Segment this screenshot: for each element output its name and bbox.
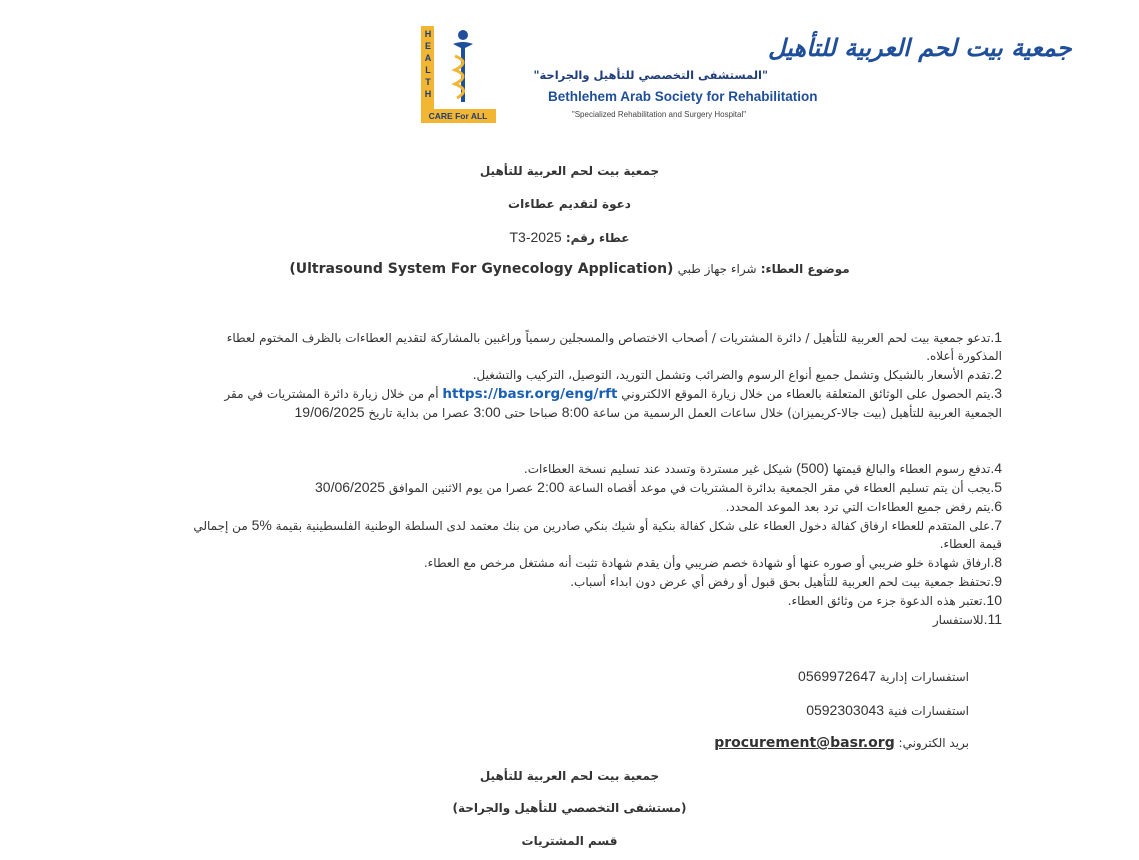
subject-ar: شراء جهاز طبي xyxy=(677,262,757,276)
hospital-name-ar: "المستشفى التخصصي للتأهيل والجراحة" xyxy=(533,68,768,82)
svg-text:H: H xyxy=(424,29,432,39)
admin-contact: استفسارات إدارية 0569972647 xyxy=(798,668,969,684)
org-name-en: Bethlehem Arab Society for Rehabilitation xyxy=(548,89,818,104)
svg-text:A: A xyxy=(424,53,432,63)
tech-contact: استفسارات فنية 0592303043 xyxy=(806,702,969,718)
svg-text:H: H xyxy=(424,89,432,99)
org-logo-arabic xyxy=(550,26,1072,66)
tender-number-line xyxy=(0,229,1139,245)
email-link[interactable]: procurement@basr.org xyxy=(714,735,895,751)
svg-text:L: L xyxy=(425,65,431,75)
tech-phone: 0592303043 xyxy=(806,702,885,718)
subject-label: موضوع العطاء: xyxy=(760,262,850,276)
health-logo-tagline: CARE For ALL xyxy=(428,111,488,121)
tender-number: T3-2025 xyxy=(509,229,562,245)
list-item: 9.تحتفظ جمعية بيت لحم العربية للتأهيل بحق قبول أو رفض أي عرض دون ابداء أسباب. xyxy=(570,573,1002,589)
list-item: 6.يتم رفض جميع العطاءات التي ترد بعد الموعد المحدد. xyxy=(725,498,1002,514)
conditions-list-a xyxy=(186,328,1002,422)
document-org-title: جمعية بيت لحم العربية للتأهيل xyxy=(479,164,660,178)
list-item: 2.تقدم الأسعار بالشيكل وتشمل جميع أنواع الرسوم والضرائب وتشمل التوريد، التوصيل، التركيب والتشغيل. xyxy=(472,366,1002,382)
list-item: 10.تعتبر هذه الدعوة جزء من وثائق العطاء. xyxy=(787,592,1002,608)
list-item: 11.للاستفسار xyxy=(932,611,1002,627)
rft-link[interactable]: https://basr.org/eng/rft xyxy=(442,386,618,402)
footer-department: قسم المشتريات xyxy=(521,834,618,848)
org-name-ar: جمعية بيت لحم العربية للتأهيل xyxy=(768,33,1072,62)
conditions-list-b xyxy=(186,459,1002,629)
list-item: 5.يجب أن يتم تسليم العطاء في مقر الجمعية بدائرة المشتريات في موعد أقصاه الساعة 2:00 عصرا من يوم الاثنين الموافق 30/06/2025 xyxy=(315,479,1002,495)
footer-org: جمعية بيت لحم العربية للتأهيل xyxy=(479,769,660,783)
health-care-logo xyxy=(421,26,496,123)
footer-hospital: (مستشفى التخصصي للتأهيل والجراحة) xyxy=(452,801,687,815)
subject-line xyxy=(0,261,1139,277)
tender-label: عطاء رقم: xyxy=(565,231,630,245)
email-contact: بريد الكتروني: procurement@basr.org xyxy=(714,735,969,751)
list-item: 4.تدفع رسوم العطاء والبالغ قيمتها (500) شيكل غير مستردة وتسدد عند تسليم نسخة العطاءات. xyxy=(523,460,1002,476)
list-item: 7.على المتقدم للعطاء ارفاق كفالة دخول العطاء على شكل كفالة بنكية أو شيك بنكي صادرين من بنك معتمد لدى السلطة الوطنية الفلسطينية بقيمة 5% من إجمالي قيمة العطاء. xyxy=(193,517,1002,551)
list-item: 3.يتم الحصول على الوثائق المتعلقة بالعطاء من خلال زيارة الموقع الالكتروني https://basr.org/eng/rft أم من خلال زيارة دائرة المشتريات في مقر الجمعية العربية للتأهيل (بيت جالا-كريميزان) خلال ساعات العمل الرسمية من ساعة 8:00 صباحا حتى 3:00 عصرا من بداية تاريخ 19/06/2025 xyxy=(224,385,1002,420)
admin-phone: 0569972647 xyxy=(798,668,876,684)
subject-en: (Ultrasound System For Gynecology Application) xyxy=(289,261,674,277)
svg-text:E: E xyxy=(424,41,432,51)
list-item: 1.تدعو جمعية بيت لحم العربية للتأهيل / دائرة المشتريات / أصحاب الاختصاص والمسجلين رسمياً وراغبين بالمشاركة لتقديم العطاءات بالظرف المختوم لعطاء المذكورة أعلاه. xyxy=(226,329,1002,363)
list-item: 8.ارفاق شهادة خلو ضريبي أو صوره عنها أو شهادة خصم ضريبي وأن يقدم شهادة تثبت أنه مشتغل مرخص مع العطاء. xyxy=(423,554,1002,570)
svg-text:T: T xyxy=(425,77,431,87)
invitation-title: دعوة لتقديم عطاءات xyxy=(508,197,631,211)
hospital-name-en: "Specialized Rehabilitation and Surgery Hospital" xyxy=(571,110,747,119)
